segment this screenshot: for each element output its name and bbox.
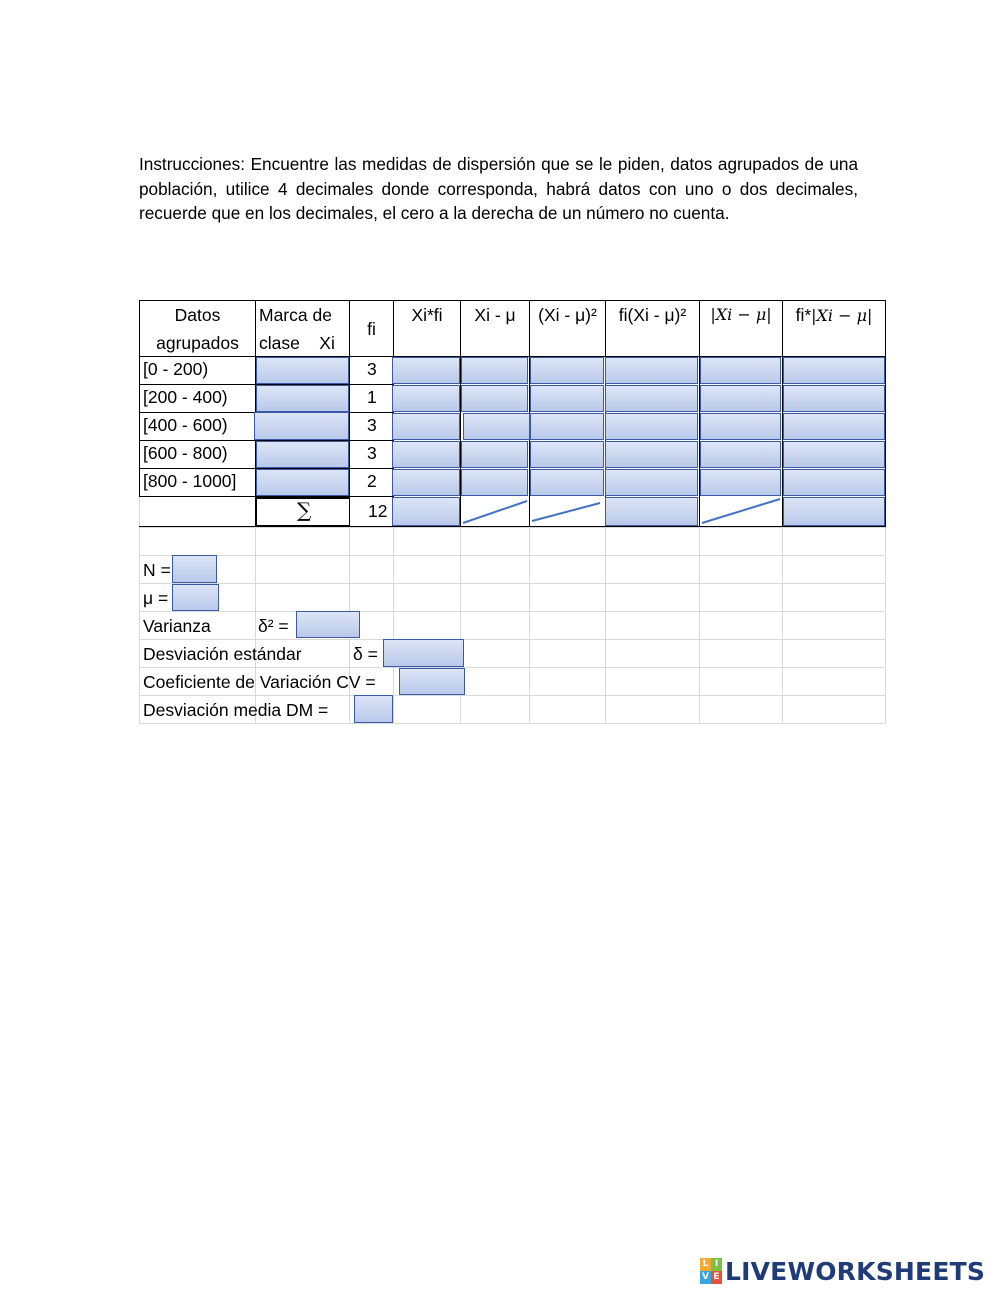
header-marca-line1: Marca de xyxy=(259,305,332,325)
header-datos-line1: Datos xyxy=(174,305,221,325)
answer-xi-row-5[interactable] xyxy=(256,469,349,496)
answer-fiabs-row-2[interactable] xyxy=(783,385,885,412)
answer-xi-row-4[interactable] xyxy=(256,441,349,468)
header-marca-line2: clase Xi xyxy=(259,333,335,353)
answer-xi-row-2[interactable] xyxy=(256,385,349,412)
answer-ximu-row-2[interactable] xyxy=(461,385,528,412)
answer-fiabs-row-3[interactable] xyxy=(783,413,885,440)
answer-fiximu2-row-5[interactable] xyxy=(605,469,698,496)
varianza-label: Varianza xyxy=(143,616,211,636)
answer-cv[interactable] xyxy=(399,668,465,695)
mu-label: μ = xyxy=(143,588,169,608)
diagonal-slash-ximu xyxy=(461,497,529,526)
interval-row-3: [400 - 600) xyxy=(143,415,228,435)
fi-row-2: 1 xyxy=(367,387,377,407)
answer-xifi-row-4[interactable] xyxy=(392,441,460,468)
fi-row-3: 3 xyxy=(367,415,377,435)
answer-fiabs-row-1[interactable] xyxy=(783,357,885,384)
liveworksheets-brand xyxy=(700,1256,985,1286)
header-fi: fi xyxy=(367,319,376,339)
logo-letter-l: L xyxy=(700,1258,711,1271)
answer-varianza[interactable] xyxy=(296,611,360,638)
instructions-text: Instrucciones: Encuentre las medidas de dispersión que se le piden, datos agrupados de una población, utilice 4 decimales donde corresponda, habrá datos con uno o dos decimales, recuerde que en los decimales, el cero a la derecha de un número no cuenta. xyxy=(139,154,858,223)
desviacion-estandar-label: Desviación estándar xyxy=(143,644,302,664)
header-fi-abs-deviation xyxy=(783,301,885,331)
dispersion-table xyxy=(139,300,886,724)
answer-fiabs-sum[interactable] xyxy=(783,497,885,526)
header-fi-abs-prefix: fi* xyxy=(795,305,812,325)
fi-row-4: 3 xyxy=(367,443,377,463)
header-xi-fi: Xi*fi xyxy=(411,305,443,325)
header-fi-abs-expr: |Xi − μ| xyxy=(811,306,873,325)
answer-xi-row-3[interactable] xyxy=(254,412,349,440)
interval-row-5: [800 - 1000] xyxy=(143,471,237,491)
answer-fiabs-row-5[interactable] xyxy=(783,469,885,496)
header-datos-agrupados xyxy=(140,301,255,357)
answer-mu[interactable] xyxy=(172,584,219,611)
sum-symbol: ∑ xyxy=(297,498,312,522)
answer-xifi-sum[interactable] xyxy=(392,497,460,526)
header-xi-minus-mu: Xi - μ xyxy=(474,305,516,325)
answer-fiabs-row-4[interactable] xyxy=(783,441,885,468)
answer-fiximu2-row-4[interactable] xyxy=(605,441,698,468)
answer-absdev-row-2[interactable] xyxy=(700,385,781,412)
answer-xifi-row-1[interactable] xyxy=(392,357,460,384)
answer-ximu2-row-3[interactable] xyxy=(530,413,604,440)
answer-dm[interactable] xyxy=(354,695,393,723)
answer-xifi-row-2[interactable] xyxy=(392,385,460,412)
interval-row-4: [600 - 800) xyxy=(143,443,228,463)
header-xi-minus-mu-squared: (Xi - μ)² xyxy=(538,305,597,325)
cv-label: Coeficiente de Variación CV = xyxy=(143,672,376,692)
interval-row-1: [0 - 200) xyxy=(143,359,209,379)
answer-ximu-row-4[interactable] xyxy=(461,441,528,468)
diagonal-slash-absdev xyxy=(700,497,782,526)
liveworksheets-wordmark: LIVEWORKSHEETS xyxy=(725,1256,986,1286)
n-label: N = xyxy=(143,560,171,580)
answer-desviacion-estandar[interactable] xyxy=(383,639,464,667)
header-fi-xi-minus-mu-squared: fi(Xi - μ)² xyxy=(618,305,687,325)
header-marca-clase xyxy=(259,301,349,357)
answer-fiximu2-row-1[interactable] xyxy=(605,357,698,384)
logo-letter-e: E xyxy=(711,1271,722,1284)
fi-row-1: 3 xyxy=(367,359,377,379)
answer-absdev-row-4[interactable] xyxy=(700,441,781,468)
logo-letter-i: I xyxy=(711,1258,722,1271)
header-abs-deviation: |Xi − μ| xyxy=(710,305,772,324)
answer-ximu2-row-5[interactable] xyxy=(530,469,604,496)
dm-label: Desviación media DM = xyxy=(143,700,329,720)
answer-ximu2-row-2[interactable] xyxy=(530,385,604,412)
answer-absdev-row-5[interactable] xyxy=(700,469,781,496)
answer-absdev-row-1[interactable] xyxy=(700,357,781,384)
answer-ximu2-row-1[interactable] xyxy=(530,357,604,384)
answer-absdev-row-3[interactable] xyxy=(700,413,781,440)
answer-xi-row-1[interactable] xyxy=(256,357,349,384)
fi-row-5: 2 xyxy=(367,471,377,491)
answer-ximu-row-3[interactable] xyxy=(463,413,530,440)
desviacion-estandar-symbol: δ = xyxy=(353,644,378,664)
answer-ximu2-row-4[interactable] xyxy=(530,441,604,468)
sum-fi-total: 12 xyxy=(368,501,388,521)
logo-letter-v: V xyxy=(700,1271,711,1284)
diagonal-slash-ximu2 xyxy=(530,497,605,526)
answer-n[interactable] xyxy=(172,555,217,583)
answer-ximu-row-5[interactable] xyxy=(461,469,528,496)
interval-row-2: [200 - 400) xyxy=(143,387,228,407)
answer-fiximu2-sum[interactable] xyxy=(605,497,698,526)
varianza-symbol: δ² = xyxy=(258,616,289,636)
answer-xifi-row-5[interactable] xyxy=(392,469,460,496)
header-datos-line2: agrupados xyxy=(156,333,239,353)
liveworksheets-logo-icon xyxy=(700,1258,722,1284)
answer-fiximu2-row-3[interactable] xyxy=(605,413,698,440)
answer-fiximu2-row-2[interactable] xyxy=(605,385,698,412)
answer-ximu-row-1[interactable] xyxy=(461,357,528,384)
answer-xifi-row-3[interactable] xyxy=(392,413,460,440)
